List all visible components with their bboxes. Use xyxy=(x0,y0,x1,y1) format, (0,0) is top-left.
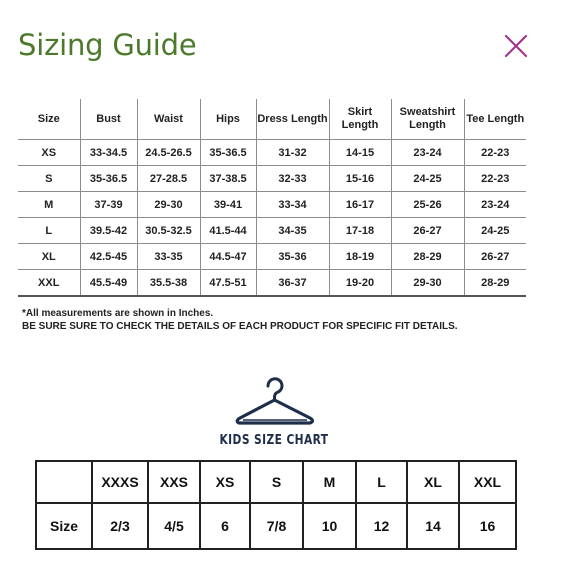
table-cell: 26-27 xyxy=(464,244,526,270)
table-cell: 23-24 xyxy=(464,192,526,218)
table-cell: 35-36.5 xyxy=(200,140,256,166)
close-icon xyxy=(500,30,532,62)
table-cell: 41.5-44 xyxy=(200,218,256,244)
kids-value-cell: 12 xyxy=(356,503,407,549)
table-cell: 47.5-51 xyxy=(200,270,256,297)
table-cell: 39-41 xyxy=(200,192,256,218)
table-cell: 33-34.5 xyxy=(80,140,137,166)
kids-value-cell: 16 xyxy=(459,503,516,549)
kids-size-cell: XXXS xyxy=(92,461,148,503)
table-row xyxy=(18,140,526,166)
table-cell: 24.5-26.5 xyxy=(137,140,200,166)
table-cell: 37-39 xyxy=(80,192,137,218)
table-cell: 17-18 xyxy=(329,218,391,244)
table-cell: XL xyxy=(18,244,80,270)
kids-size-cell: XL xyxy=(407,461,459,503)
table-cell: 15-16 xyxy=(329,166,391,192)
table-cell: 31-32 xyxy=(256,140,329,166)
header-sweatshirt-length: Sweatshirt Length xyxy=(391,99,464,140)
kids-size-cell: XXL xyxy=(459,461,516,503)
header-size: Size xyxy=(18,99,80,140)
header-skirt-length: Skirt Length xyxy=(329,99,391,140)
table-cell: 28-29 xyxy=(391,244,464,270)
header-waist: Waist xyxy=(137,99,200,140)
table-cell: 35-36 xyxy=(256,244,329,270)
table-cell: 32-33 xyxy=(256,166,329,192)
table-row xyxy=(18,218,526,244)
kids-size-cell: M xyxy=(303,461,356,503)
table-cell: 22-23 xyxy=(464,166,526,192)
kids-value-cell: 14 xyxy=(407,503,459,549)
close-button[interactable] xyxy=(500,30,532,62)
kids-size-row xyxy=(36,461,516,503)
table-cell: 44.5-47 xyxy=(200,244,256,270)
adult-size-table xyxy=(18,99,526,297)
table-cell: 25-26 xyxy=(391,192,464,218)
table-cell: 19-20 xyxy=(329,270,391,297)
kids-size-cell: XXS xyxy=(148,461,200,503)
kids-value-cell: 7/8 xyxy=(250,503,303,549)
table-cell: 45.5-49 xyxy=(80,270,137,297)
kids-value-cell: 4/5 xyxy=(148,503,200,549)
table-cell: 14-15 xyxy=(329,140,391,166)
table-cell: 27-28.5 xyxy=(137,166,200,192)
table-cell: 28-29 xyxy=(464,270,526,297)
hanger-icon xyxy=(234,374,316,430)
table-cell: 26-27 xyxy=(391,218,464,244)
table-cell: 24-25 xyxy=(391,166,464,192)
kids-row-label: Size xyxy=(36,503,92,549)
table-cell: 29-30 xyxy=(137,192,200,218)
table-cell: 37-38.5 xyxy=(200,166,256,192)
size-notes xyxy=(22,307,458,333)
kids-value-cell: 10 xyxy=(303,503,356,549)
table-cell: 23-24 xyxy=(391,140,464,166)
table-cell: 34-35 xyxy=(256,218,329,244)
table-cell: 33-35 xyxy=(137,244,200,270)
table-cell: 30.5-32.5 xyxy=(137,218,200,244)
kids-size-cell: S xyxy=(250,461,303,503)
kids-corner-cell xyxy=(36,461,92,503)
kids-chart-title: KIDS SIZE CHART xyxy=(219,433,329,448)
table-cell: 22-23 xyxy=(464,140,526,166)
table-cell: 36-37 xyxy=(256,270,329,297)
table-cell: S xyxy=(18,166,80,192)
measurement-note: *All measurements are shown in Inches. xyxy=(22,308,214,319)
table-cell: 39.5-42 xyxy=(80,218,137,244)
table-cell: 29-30 xyxy=(391,270,464,297)
table-cell: 16-17 xyxy=(329,192,391,218)
table-cell: 18-19 xyxy=(329,244,391,270)
table-row xyxy=(18,166,526,192)
fit-note: BE SURE SURE TO CHECK THE DETAILS OF EACH PRODUCT FOR SPECIFIC FIT DETAILS. xyxy=(22,321,458,332)
table-cell: 42.5-45 xyxy=(80,244,137,270)
table-cell: 35.5-38 xyxy=(137,270,200,297)
table-cell: M xyxy=(18,192,80,218)
kids-value-row xyxy=(36,503,516,549)
table-row xyxy=(18,244,526,270)
table-cell: XS xyxy=(18,140,80,166)
table-cell: 24-25 xyxy=(464,218,526,244)
table-cell: 33-34 xyxy=(256,192,329,218)
table-cell: 35-36.5 xyxy=(80,166,137,192)
table-cell: L xyxy=(18,218,80,244)
kids-size-cell: L xyxy=(356,461,407,503)
adult-table-header xyxy=(18,99,526,140)
kids-value-cell: 6 xyxy=(200,503,250,549)
header-tee-length: Tee Length xyxy=(464,99,526,140)
kids-size-cell: XS xyxy=(200,461,250,503)
table-row xyxy=(18,192,526,218)
header-dress-length: Dress Length xyxy=(256,99,329,140)
modal-title: Sizing Guide xyxy=(18,28,197,62)
kids-size-table xyxy=(35,460,517,550)
header-bust: Bust xyxy=(80,99,137,140)
header-hips: Hips xyxy=(200,99,256,140)
kids-value-cell: 2/3 xyxy=(92,503,148,549)
table-cell: XXL xyxy=(18,270,80,297)
table-row xyxy=(18,270,526,297)
